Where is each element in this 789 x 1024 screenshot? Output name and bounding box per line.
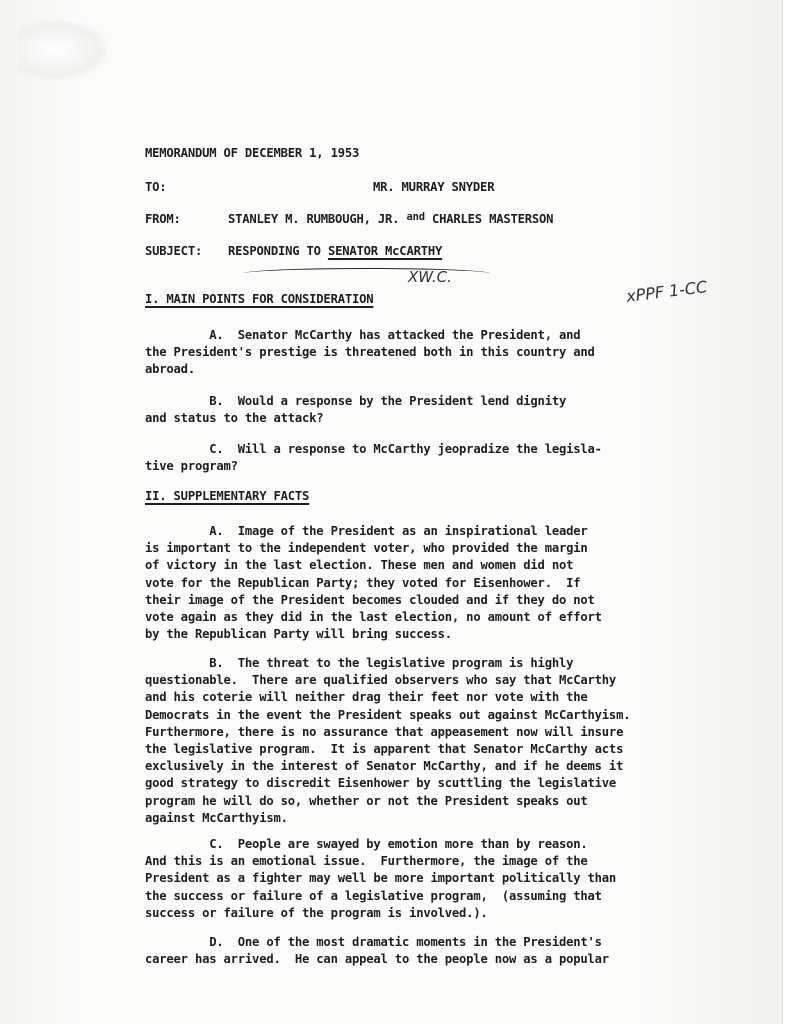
text-line: and his coterie will neither drag their feet nor vote with the: [145, 690, 588, 705]
text-line: D. One of the most dramatic moments in the President's: [145, 935, 602, 949]
paper-stain: [18, 20, 108, 80]
section2-heading: II. SUPPLEMENTARY FACTS: [145, 489, 310, 503]
text-line: vote again as they did in the last election, no amount of effort: [145, 610, 602, 625]
text-line: success or failure of the program is involved.).: [145, 905, 488, 920]
from-name-b: CHARLES MASTERSON: [431, 212, 554, 226]
subject-value-b: SENATOR McCARTHY: [327, 244, 443, 258]
from-label: FROM:: [145, 212, 181, 226]
section1-paragraph-a: [145, 327, 693, 379]
section2-paragraph-b: [145, 655, 693, 827]
text-line: vote for the Republican Party; they voted for Eisenhower. If: [145, 575, 581, 590]
text-line: A. Image of the President as an inspirational leader: [145, 524, 588, 538]
text-line: the President's prestige is threatened both in this country and: [145, 345, 595, 360]
section1-heading: I. MAIN POINTS FOR CONSIDERATION: [145, 292, 374, 306]
text-line: exclusively in the interest of Senator McCarthy, and if he deems it: [145, 759, 624, 774]
subject-line: [145, 244, 443, 258]
from-value: [228, 212, 553, 226]
text-line: And this is an emotional issue. Furthermore, the image of the: [145, 854, 588, 869]
text-line: C. People are swayed by emotion more than by reason.: [145, 837, 588, 851]
handwritten-file-mark: xPPF 1-CC: [625, 277, 709, 306]
text-line: program he will do so, whether or not the President speaks out: [145, 793, 588, 808]
text-line: abroad.: [145, 362, 195, 377]
section1-paragraph-b: [145, 393, 693, 427]
from-name-a: STANLEY M. RUMBOUGH, JR.: [228, 212, 400, 226]
text-line: the success or failure of a legislative program, (assuming that: [145, 888, 602, 903]
memo-title: MEMORANDUM OF DECEMBER 1, 1953: [145, 146, 360, 160]
to-value: MR. MURRAY SNYDER: [373, 180, 495, 194]
text-line: their image of the President becomes clouded and if they do not: [145, 592, 595, 607]
text-line: Furthermore, there is no assurance that appeasement now will insure: [145, 724, 624, 739]
text-line: tive program?: [145, 459, 238, 474]
to-line: [145, 180, 495, 194]
text-line: Democrats in the event the President speaks out against McCarthyism.: [145, 707, 631, 722]
subject-label: SUBJECT:: [145, 244, 203, 258]
section2-paragraph-a: [145, 523, 693, 643]
text-line: questionable. There are qualified observers who say that McCarthy: [145, 673, 617, 688]
text-line: and status to the attack?: [145, 411, 324, 426]
from-and: and: [406, 211, 425, 223]
text-line: is important to the independent voter, who provided the margin: [145, 541, 588, 556]
text-line: B. Would a response by the President lend dignity: [145, 394, 567, 408]
text-line: career has arrived. He can appeal to the people now as a popular: [145, 952, 609, 967]
text-line: the legislative program. It is apparent that Senator McCarthy acts: [145, 742, 624, 757]
subject-value-a: RESPONDING TO: [228, 244, 328, 258]
handwritten-initials: XW.C.: [408, 268, 452, 286]
text-line: A. Senator McCarthy has attacked the President, and: [145, 328, 581, 342]
pen-underline-mark: [244, 268, 490, 279]
to-label: TO:: [145, 180, 167, 194]
section1-paragraph-c: [145, 441, 693, 475]
text-line: by the Republican Party will bring success.: [145, 627, 452, 642]
text-line: against McCarthyism.: [145, 810, 288, 825]
section2-paragraph-c: [145, 836, 693, 922]
text-line: C. Will a response to McCarthy jeopradize the legisla-: [145, 442, 602, 456]
text-line: President as a fighter may well be more important politically than: [145, 871, 617, 886]
text-line: of victory in the last election. These men and women did not: [145, 558, 574, 573]
from-line: [145, 211, 554, 226]
subject-value: [228, 244, 442, 258]
section2-paragraph-d: [145, 934, 693, 968]
text-line: B. The threat to the legislative program is highly: [145, 656, 574, 670]
text-line: good strategy to discredit Eisenhower by scuttling the legislative: [145, 776, 617, 791]
